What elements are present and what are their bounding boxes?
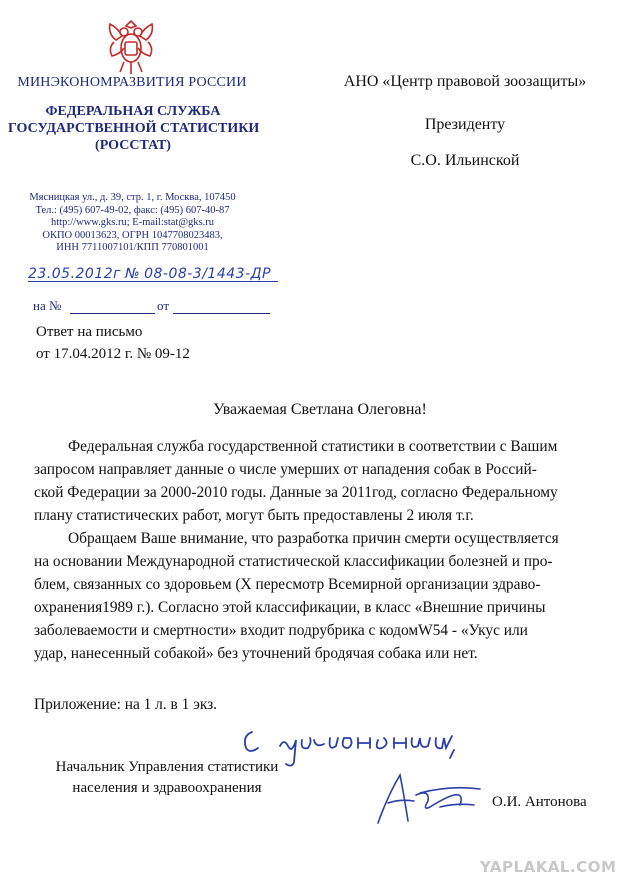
contact-web: http://www.gks.ru; E-mail:stat@gks.ru [51,217,214,229]
watermark: YAPLAKAL.COM [480,858,617,876]
reply-line: Ответ на письмо [36,324,143,340]
ref-number-label: на № [33,298,62,313]
recipient-org: АНО «Центр правовой зоозащиты» [343,73,587,90]
greeting: Уважаемая Светлана Олеговна! [213,401,427,418]
body-line: заболеваемости и смертности» входит подрубрика с кодомW54 - «Укус или [34,622,528,639]
body-line: Обращаем Ваше внимание, что разработка причин смерти осуществляется [68,530,559,547]
service-line: (РОССТАТ) [95,138,171,153]
ref-from-underline [173,313,270,314]
letter-body [34,435,612,665]
coat-of-arms-icon [106,18,156,76]
ref-number-underline [70,313,155,314]
recipient-name: С.О. Ильинской [410,152,520,169]
recipient-title: Президенту [424,116,506,133]
service-line: ГОСУДАРСТВЕННОЙ СТАТИСТИКИ [8,121,260,136]
contact-okpo: ОКПО 00013623, ОГРН 1047708023483, [42,229,223,241]
position-line: населения и здравоохранения [72,780,262,796]
reply-line: от 17.04.2012 г. № 09-12 [36,346,190,362]
signature-image [370,765,485,830]
body-line: плану статистических работ, могут быть предоставлены 2 июля т.г. [34,507,474,524]
service-name [8,103,258,154]
contact-address: Мясницкая ул., д. 39, стр. 1, г. Москва, 107450 [29,192,236,203]
outgoing-number: 08-08-3/1443-ДР [144,266,271,282]
ref-from-label: от [157,298,170,313]
signer-position [32,757,302,799]
body-line: на основании Международной статистической классификации болезней и про- [34,553,553,570]
body-line: охранения1989 г.). Согласно этой классификации, в класс «Внешние причины [34,599,546,616]
reply-reference [36,321,190,365]
body-line: блем, связанных со здоровьем (X пересмотр Всемирной организации здраво- [34,576,541,593]
body-line: Федеральная служба государственной статистики в соответствии с Вашим [68,438,558,455]
position-line: Начальник Управления статистики [55,759,279,775]
outgoing-date-number [28,265,278,287]
contact-phone: Тел.: (495) 607-49-02, факс: (495) 607-40-87 [35,204,230,216]
contact-inn: ИНН 7711007101/КПП 770801001 [56,242,209,254]
body-line: запросом направляет данные о числе умерших от нападения собак в Россий- [34,461,537,478]
outgoing-date: 23.05.2012г [28,266,122,282]
contact-block [20,192,245,255]
ministry-name: МИНЭКОНОМРАЗВИТИЯ РОССИИ [17,75,247,90]
body-line: ской Федерации за 2000-2010 годы. Данные за 2011год, согласно Федеральному [34,484,558,501]
date-underline [28,281,278,282]
reference-line [33,298,243,318]
attachment-note: Приложение: на 1 л. в 1 экз. [34,696,218,713]
signer-name: О.И. Антонова [492,794,587,810]
outgoing-number-sign: № [125,266,141,282]
service-line: ФЕДЕРАЛЬНАЯ СЛУЖБА [45,104,221,119]
body-line: удар, нанесенный собакой» без уточнений бродячая собака или нет. [34,645,478,662]
